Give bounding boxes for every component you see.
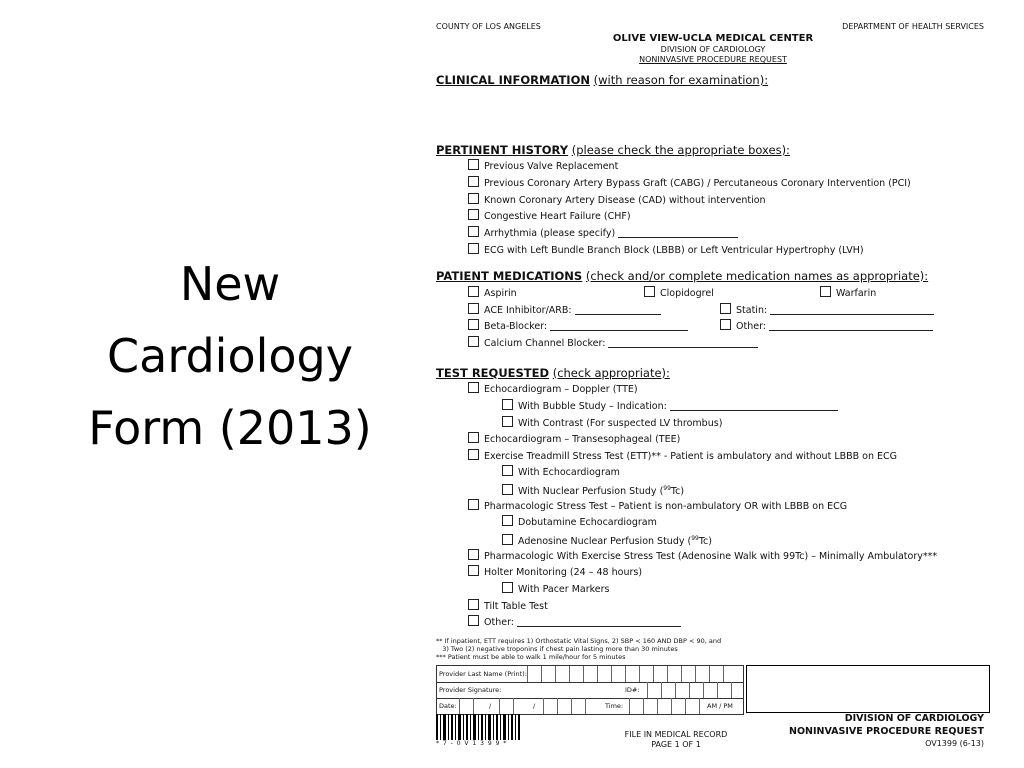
test-label: Pharmacologic Stress Test – Patient is non-ambulatory OR with LBBB on ECG	[484, 501, 848, 512]
checkbox[interactable]	[468, 303, 479, 314]
center-name: OLIVE VIEW-UCLA MEDICAL CENTER	[612, 33, 814, 44]
footer-title: NONINVASIVE PROCEDURE REQUEST	[789, 726, 984, 737]
test-label-end: Tc)	[698, 536, 712, 548]
history-item[interactable]	[468, 159, 618, 172]
page-count: PAGE 1 OF 1	[651, 740, 701, 749]
med-beta[interactable]	[468, 319, 688, 332]
history-item[interactable]	[468, 176, 911, 189]
med-other-blank[interactable]	[769, 320, 933, 331]
tests-heading	[436, 366, 670, 380]
provider-date-row[interactable]	[437, 698, 743, 714]
checkbox[interactable]	[502, 399, 513, 410]
ccb-blank[interactable]	[608, 337, 758, 348]
test-label: Adenosine Nuclear Perfusion Study (	[518, 536, 692, 548]
test-other-blank[interactable]	[517, 616, 681, 627]
provider-time-label: Time:	[605, 702, 624, 710]
footnote: ** If inpatient, ETT requires 1) Orthostatic Vital Signs, 2) SBP < 160 AND DBP < 90, and	[436, 637, 722, 645]
med-warfarin-label: Warfarin	[836, 288, 877, 299]
signature-box[interactable]	[746, 665, 990, 713]
tests-heading-label: TEST REQUESTED	[436, 366, 550, 380]
history-item[interactable]	[468, 243, 864, 256]
med-ccb-label: Calcium Channel Blocker:	[484, 338, 606, 349]
history-item[interactable]	[468, 193, 766, 206]
history-item-label: Known Coronary Artery Disease (CAD) without intervention	[484, 195, 766, 206]
checkbox[interactable]	[468, 286, 479, 297]
checkbox[interactable]	[820, 286, 831, 297]
checkbox[interactable]	[502, 534, 513, 545]
provider-ampm-label: AM / PM	[707, 702, 733, 710]
footer-code: OV1399 (6-13)	[925, 739, 984, 748]
history-heading-label: PERTINENT HISTORY	[436, 143, 569, 157]
checkbox[interactable]	[468, 193, 479, 204]
history-heading	[436, 143, 790, 157]
checkbox[interactable]	[502, 515, 513, 526]
slide-title	[60, 248, 400, 464]
provider-signature-label: Provider Signature:	[439, 686, 502, 694]
provider-signature-row[interactable]	[437, 682, 743, 699]
test-label: Pharmacologic With Exercise Stress Test (Adenosine Walk with 99Tc) – Minimally Ambulatory***	[484, 551, 938, 562]
test-label: Tilt Table Test	[484, 601, 548, 612]
clinical-heading-note: (with reason for examination):	[593, 73, 769, 87]
barcode	[436, 714, 520, 740]
file-in-record: FILE IN MEDICAL RECORD	[624, 730, 728, 739]
checkbox[interactable]	[502, 582, 513, 593]
test-with-echo[interactable]	[502, 465, 620, 478]
med-ccb[interactable]	[468, 336, 758, 349]
history-item[interactable]	[468, 226, 738, 239]
checkbox[interactable]	[468, 549, 479, 560]
test-holter[interactable]	[468, 565, 642, 578]
history-item-label: Congestive Heart Failure (CHF)	[484, 211, 631, 222]
form-title: NONINVASIVE PROCEDURE REQUEST	[639, 55, 787, 64]
test-label: With Bubble Study – Indication:	[518, 401, 667, 412]
date-slash: /	[533, 702, 536, 710]
checkbox[interactable]	[720, 319, 731, 330]
history-item-label: ECG with Left Bundle Branch Block (LBBB) or Left Ventricular Hypertrophy (LVH)	[484, 245, 864, 256]
history-item-label: Arrhythmia (please specify)	[484, 228, 616, 239]
test-label-end: Tc)	[670, 486, 685, 498]
checkbox[interactable]	[468, 599, 479, 610]
checkbox[interactable]	[468, 449, 479, 460]
test-label: Dobutamine Echocardiogram	[518, 517, 657, 528]
test-adenosine[interactable]	[502, 532, 712, 548]
test-with-nuclear[interactable]	[502, 482, 685, 498]
test-tee[interactable]	[468, 432, 680, 445]
checkbox[interactable]	[468, 209, 479, 220]
med-statin[interactable]	[720, 303, 934, 316]
ace-blank[interactable]	[575, 304, 661, 315]
history-item[interactable]	[468, 209, 631, 222]
form-image	[430, 18, 996, 758]
test-label: Echocardiogram – Doppler (TTE)	[484, 384, 638, 395]
medications-heading-label: PATIENT MEDICATIONS	[436, 269, 583, 283]
checkbox[interactable]	[468, 159, 479, 170]
med-aspirin[interactable]	[468, 286, 517, 299]
checkbox[interactable]	[502, 416, 513, 427]
header-department: DEPARTMENT OF HEALTH SERVICES	[842, 22, 984, 31]
med-warfarin[interactable]	[820, 286, 876, 299]
checkbox[interactable]	[468, 499, 479, 510]
test-label: Exercise Treadmill Stress Test (ETT)** - Patient is ambulatory and without LBBB on ECG	[484, 451, 898, 462]
footnote: 3) Two (2) negative troponins if chest pain lasting more than 30 minutes	[436, 645, 678, 653]
med-other-label: Other:	[736, 321, 767, 332]
clinical-heading	[436, 73, 768, 87]
history-item-label: Previous Coronary Artery Bypass Graft (CABG) / Percutaneous Coronary Intervention (PCI)	[484, 178, 911, 189]
test-echo-doppler[interactable]	[468, 382, 638, 395]
date-slash: /	[489, 702, 492, 710]
medications-heading	[436, 269, 928, 283]
bubble-indication-blank[interactable]	[670, 400, 838, 411]
checkbox[interactable]	[468, 565, 479, 576]
barcode-text: * 7 - 0 V 1 3 9 9 *	[436, 740, 508, 747]
test-pharm-exercise[interactable]	[468, 549, 937, 562]
clinical-heading-label: CLINICAL INFORMATION	[436, 73, 590, 87]
provider-date-label: Date:	[439, 702, 457, 710]
arrhythmia-blank[interactable]	[618, 227, 738, 238]
checkbox[interactable]	[468, 243, 479, 254]
header-county: COUNTY OF LOS ANGELES	[436, 22, 541, 31]
medications-heading-note: (check and/or complete medication names as appropriate):	[585, 269, 929, 283]
provider-id-label: ID#:	[625, 686, 640, 694]
isotope-superscript: 99	[663, 485, 671, 492]
statin-blank[interactable]	[770, 304, 934, 315]
division-name: DIVISION OF CARDIOLOGY	[660, 45, 766, 54]
test-label: With Nuclear Perfusion Study (	[518, 486, 664, 498]
med-statin-label: Statin:	[736, 305, 768, 316]
provider-last-name-row[interactable]	[437, 666, 743, 683]
history-heading-note: (please check the appropriate boxes):	[571, 143, 790, 157]
test-dobutamine[interactable]	[502, 515, 657, 528]
checkbox[interactable]	[468, 176, 479, 187]
provider-table	[436, 665, 744, 715]
checkbox[interactable]	[720, 303, 731, 314]
med-ace-label: ACE Inhibitor/ARB:	[484, 305, 572, 316]
test-pacer[interactable]	[502, 582, 610, 595]
footer-division: DIVISION OF CARDIOLOGY	[844, 713, 984, 724]
med-other[interactable]	[720, 319, 933, 332]
med-aspirin-label: Aspirin	[484, 288, 517, 299]
checkbox[interactable]	[468, 382, 479, 393]
test-label: With Pacer Markers	[518, 584, 610, 595]
history-item-label: Previous Valve Replacement	[484, 161, 619, 172]
test-label: Echocardiogram – Transesophageal (TEE)	[484, 434, 681, 445]
test-pharm[interactable]	[468, 499, 847, 512]
slide-title-line-2: Cardiology	[107, 329, 353, 383]
test-label: With Contrast (For suspected LV thrombus)	[518, 418, 723, 429]
test-tilt[interactable]	[468, 599, 548, 612]
checkbox[interactable]	[644, 286, 655, 297]
test-ett[interactable]	[468, 449, 897, 462]
test-bubble[interactable]	[502, 399, 838, 412]
test-contrast[interactable]	[502, 416, 722, 429]
test-label: With Echocardiogram	[518, 467, 620, 478]
slide-title-line-3: Form (2013)	[88, 401, 372, 455]
med-clopidogrel-label: Clopidogrel	[660, 288, 714, 299]
checkbox[interactable]	[468, 432, 479, 443]
test-other[interactable]	[468, 615, 681, 628]
checkbox[interactable]	[468, 319, 479, 330]
footnote: *** Patient must be able to walk 1 mile/hour for 5 minutes	[436, 653, 626, 661]
test-label: Holter Monitoring (24 – 48 hours)	[484, 567, 643, 578]
slide-title-line-1: New	[179, 257, 281, 311]
checkbox[interactable]	[468, 226, 479, 237]
checkbox[interactable]	[502, 465, 513, 476]
test-label: Other:	[484, 617, 515, 628]
med-clopidogrel[interactable]	[644, 286, 714, 299]
checkbox[interactable]	[502, 484, 513, 495]
beta-blank[interactable]	[550, 320, 688, 331]
med-ace[interactable]	[468, 303, 661, 316]
tests-heading-note: (check appropriate):	[552, 366, 670, 380]
isotope-superscript: 99	[691, 535, 699, 542]
checkbox[interactable]	[468, 336, 479, 347]
checkbox[interactable]	[468, 615, 479, 626]
provider-last-name-label: Provider Last Name (Print):	[439, 670, 527, 678]
med-beta-label: Beta-Blocker:	[484, 321, 548, 332]
